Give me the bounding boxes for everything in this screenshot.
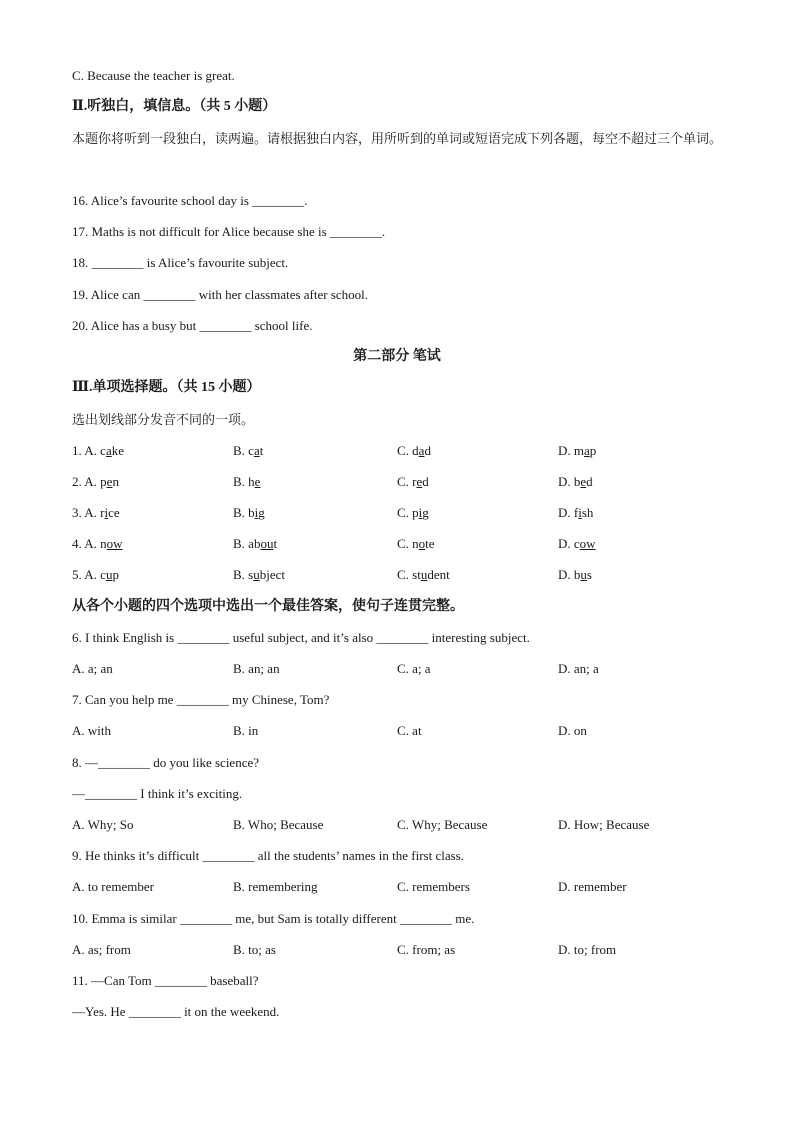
q8-option-c: C. Why; Because [397, 817, 488, 832]
pron-5-option-a: 5. A. cup [72, 567, 119, 582]
pron-2-option-d: D. bed [558, 474, 593, 489]
section-3-title: Ⅲ.单项选择题。（共 15 小题） [72, 380, 261, 395]
question-18: 18. ________ is Alice’s favourite subject. [72, 255, 289, 270]
q10-option-a: A. as; from [72, 942, 131, 957]
pron-4-option-d: D. cow [558, 536, 596, 551]
question-11-line-2: —Yes. He ________ it on the weekend. [72, 1004, 280, 1019]
pron-3-option-d: D. fish [558, 505, 594, 520]
question-20: 20. Alice has a busy but ________ school life. [72, 318, 313, 333]
question-6: 6. I think English is ________ useful subject, and it’s also ________ interesting subject. [72, 630, 530, 645]
question-19: 19. Alice can ________ with her classmates after school. [72, 287, 369, 302]
pron-5-option-d: D. bus [558, 567, 592, 582]
pron-4-option-b: B. about [233, 536, 278, 551]
pron-2-option-b: B. he [233, 474, 261, 489]
q6-option-b: B. an; an [233, 661, 280, 676]
pron-3-option-b: B. big [233, 505, 265, 520]
question-8-line-1: 8. —________ do you like science? [72, 755, 260, 770]
pron-3-option-a: 3. A. rice [72, 505, 120, 520]
q7-option-b: B. in [233, 723, 259, 738]
pron-3-option-c: C. pig [397, 505, 429, 520]
question-17: 17. Maths is not difficult for Alice because she is ________. [72, 224, 386, 239]
pronunciation-instruction: 选出划线部分发音不同的一项。 [72, 412, 255, 427]
pron-2-option-c: C. red [397, 474, 429, 489]
q9-option-a: A. to remember [72, 879, 154, 894]
q10-option-c: C. from; as [397, 942, 456, 957]
q8-option-a: A. Why; So [72, 817, 134, 832]
pron-1-option-a: 1. A. cake [72, 443, 125, 458]
pron-5-option-b: B. subject [233, 567, 285, 582]
pron-2-option-a: 2. A. pen [72, 474, 119, 489]
question-7: 7. Can you help me ________ my Chinese, Tom? [72, 692, 330, 707]
sentence-instruction: 从各个小题的四个选项中选出一个最佳答案，使句子连贯完整。 [72, 599, 464, 614]
q10-option-d: D. to; from [558, 942, 617, 957]
q6-option-c: C. a; a [397, 661, 431, 676]
q7-option-c: C. at [397, 723, 422, 738]
question-10: 10. Emma is similar ________ me, but Sam is totally different ________ me. [72, 911, 475, 926]
q9-option-c: C. remembers [397, 879, 470, 894]
pron-4-option-a: 4. A. now [72, 536, 123, 551]
pron-4-option-c: C. note [397, 536, 435, 551]
part-2-title: 第二部分 笔试 [353, 349, 441, 364]
pron-1-option-d: D. map [558, 443, 597, 458]
q7-option-a: A. with [72, 723, 111, 738]
pron-5-option-c: C. student [397, 567, 450, 582]
q8-option-d: D. How; Because [558, 817, 650, 832]
pron-1-option-b: B. cat [233, 443, 264, 458]
question-9: 9. He thinks it’s difficult ________ all the students’ names in the first class. [72, 848, 464, 863]
q9-option-d: D. remember [558, 879, 627, 894]
question-11-line-1: 11. —Can Tom ________ baseball? [72, 973, 259, 988]
q9-option-b: B. remembering [233, 879, 318, 894]
question-8-line-2: —________ I think it’s exciting. [72, 786, 243, 801]
question-16: 16. Alice’s favourite school day is ________. [72, 193, 308, 208]
q6-option-a: A. a; an [72, 661, 113, 676]
q7-option-d: D. on [558, 723, 587, 738]
q8-option-b: B. Who; Because [233, 817, 324, 832]
section-2-title: Ⅱ.听独白，填信息。（共 5 小题） [72, 99, 277, 114]
option-c-because: C. Because the teacher is great. [72, 68, 235, 83]
q6-option-d: D. an; a [558, 661, 599, 676]
pron-1-option-c: C. dad [397, 443, 431, 458]
q10-option-b: B. to; as [233, 942, 276, 957]
section-2-instructions: 本题你将听到一段独白，读两遍。请根据独白内容，用所听到的单词或短语完成下列各题，每空不超过三个单词。 [72, 131, 723, 146]
